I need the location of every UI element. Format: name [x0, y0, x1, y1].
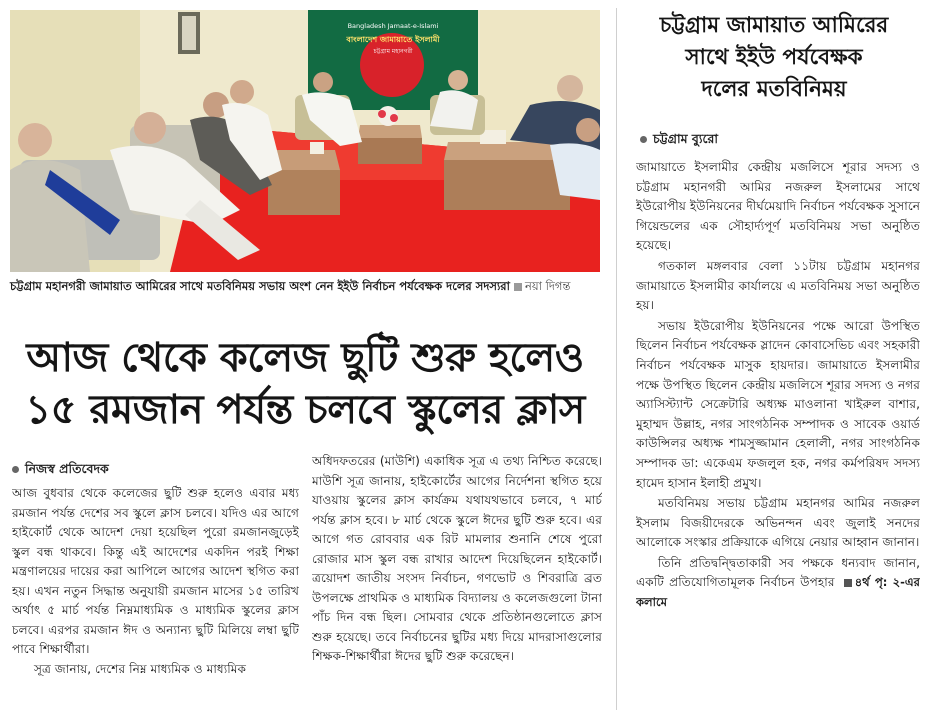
banner-line1: Bangladesh Jamaat-e-Islami	[347, 22, 439, 30]
caption-text: চট্টগ্রাম মহানগরী জামায়াত আমিরের সাথে মতবিনিময় সভায় অংশ নেন ইইউ নির্বাচন পর্যবেক্ষক দলের সদস্যরা	[10, 279, 510, 293]
side-paragraph: গতকাল মঙ্গলবার বেলা ১১টায় চট্টগ্রাম মহানগর জামায়াতে ইসলামীর কার্যালয়ে এ মতবিনিময় সভা অনুষ্ঠিত হয়।	[636, 258, 920, 313]
main-story-column-2	[312, 452, 602, 717]
banner-line2: বাংলাদেশ জামায়াতে ইসলামী	[346, 35, 440, 44]
side-paragraph: মতবিনিময় সভায় চট্টগ্রাম মহানগর আমির নজরুল ইসলাম বিজয়ীদেরকে অভিনন্দন এবং জুলাই সনদের আলোকে সংস্কার প্রক্রিয়াকে এগিয়ে নেয়ার আহ্বান জানান।	[636, 496, 920, 550]
side-paragraph-last: তিনি প্রতিদ্বন্দ্বিতাকারী সব পক্ষকে ধন্যবাদ জানান, একটি প্রতিযোগিতামূলক নির্বাচন উপহার	[636, 555, 920, 590]
main-column2-text: অধিদফতরের (মাউশি) একাধিক সূত্র এ তথ্য নিশ্চিত করেছে। মাউশি সূত্র জানায়, হাইকোর্টের আগের নির্দেশনা স্থগিত হয়ে যাওয়ায় স্কুলের ক্লাস কার্যক্রম যথাযথভাবে চলবে, ৭ মার্চ পর্যন্ত ক্লাস হবে। ৮ মার্চ থেকে স্কুলে ঈদের ছুটি শুরু হবে। এর আগে গত রোববার এক রিট মামলার শুনানি শেষে পুরো রোজার মাস স্কুল বন্ধ রাখার আদেশ দিয়েছিলেন হাইকোর্ট। ত্রয়োদশ জাতীয় সংসদ নির্বাচন, গণভোট ও শিবরাত্রি ব্রত উপলক্ষে প্রাথমিক ও মাধ্যমিক বিদ্যালয় ও কলেজগুলো টানা পাঁচ দিন বন্ধ ছিল। সোমবার থেকে প্রতিষ্ঠানগুলোতে ক্লাস শুরু হয়েছে। তবে নির্বাচনের ছুটির মধ্য দিয়ে মাদরাসাগুলোর শিক্ষক-শিক্ষার্থীরা ঈদের ছুটি শুরু করেছেন।	[312, 454, 602, 663]
headline-line2: ১৫ রমজান পর্যন্ত চলবে স্কুলের ক্লাস	[25, 387, 585, 433]
main-story-column-1	[12, 484, 299, 717]
column-divider	[616, 8, 617, 710]
side-headline-line3: দলের মতবিনিময়	[701, 77, 847, 102]
square-icon	[514, 283, 522, 291]
banner-line3: চট্টগ্রাম মহানগরী	[373, 48, 413, 55]
side-byline	[640, 131, 718, 151]
main-headline	[10, 332, 600, 436]
side-paragraph: জামায়াতে ইসলামীর কেন্দ্রীয় মজলিসে শূরার সদস্য ও চট্টগ্রাম মহানগরী আমির নজরুল ইসলামের সাথে ইউরোপীয় ইউনিয়নের দীর্ঘমেয়াদি নির্বাচন পর্যবেক্ষক সুসানে গিয়েন্ডলের এক সৌহার্দ্যপূর্ণ মতবিনিময় সভা অনুষ্ঠিত হয়েছে।	[636, 160, 920, 253]
main-column1-tail: সূত্র জানায়, দেশের নিম্ন মাধ্যমিক ও মাধ্যমিক	[34, 661, 247, 676]
main-byline-text: নিজস্ব প্রতিবেদক	[25, 461, 109, 476]
bullet-icon	[640, 136, 647, 143]
side-paragraph: সভায় ইউরোপীয় ইউনিয়নের পক্ষে আরো উপস্থিত ছিলেন নির্বাচন পর্যবেক্ষক স্লাদেন কোবাসেভিচ এবং সহকারী নির্বাচন পর্যবেক্ষক মাসুক হায়দার। জামায়াতে ইসলামীর পক্ষে উপস্থিত ছিলেন কেন্দ্রীয় মজলিসে শূরার সদস্য ও নগর অ্যাসিস্ট্যান্ট সেক্রেটারি অধ্যক্ষ মাওলানা খাইরুল বাশার, মুহাম্মদ উল্লাহ, নগর সাংগঠনিক সম্পাদক ও সাবেক ওয়ার্ড কাউন্সিলর অধ্যক্ষ শামসুজ্জামান হেলালী, নগর সাংগঠনিক সম্পাদক ডা: একেএম ফজলুল হক, নগর কর্মপরিষদ সদস্য হামেদ হাসান ইলাহী প্রমুখ।	[636, 318, 920, 490]
square-icon	[844, 579, 852, 587]
headline-line1: আজ থেকে কলেজ ছুটি শুরু হলেও	[26, 335, 584, 381]
photo-caption	[10, 277, 600, 296]
jump-text: ৪র্থ পৃ: ২-এর কলামে	[636, 575, 920, 610]
side-headline	[626, 10, 922, 106]
news-photo	[10, 10, 600, 272]
side-paragraph	[636, 554, 920, 613]
side-headline-line1: চট্টগ্রাম জামায়াত আমিরের	[659, 13, 889, 38]
side-byline-text: চট্টগ্রাম ব্যুরো	[653, 131, 719, 146]
bullet-icon	[12, 466, 19, 473]
side-headline-line2: সাথে ইইউ পর্যবেক্ষক	[685, 45, 863, 70]
caption-source: নয়া দিগন্ত	[524, 279, 571, 293]
main-column1-text: আজ বুধবার থেকে কলেজের ছুটি শুরু হলেও এবার মধ্য রমজান পর্যন্ত দেশের সব স্কুলে ক্লাস চলবে। যদিও এর আগে হাইকোর্ট থেকে আদেশ দেয়া হয়েছিল পুরো রমজানজুড়েই স্কুল বন্ধ থাকবে। কিন্তু এই আদেশের একদিন পরই শিক্ষা মন্ত্রণালয়ের দায়ের করা আপিলে আগের আদেশ স্থগিত করা হয়। এখন নতুন সিদ্ধান্ত অনুযায়ী রমজান মাসের ১৫ তারিখ অর্থাৎ ৫ মার্চ পর্যন্ত নিম্নমাধ্যমিক ও মাধ্যমিক স্কুলের ক্লাস চলবে। এরপর রমজান ঈদ ও অন্যান্য ছুটি মিলিয়ে লম্বা ছুটি পাবে শিক্ষার্থীরা।	[12, 486, 299, 656]
side-story-body	[636, 158, 920, 708]
meeting-photo-illustration	[10, 10, 600, 272]
main-byline	[12, 461, 109, 481]
